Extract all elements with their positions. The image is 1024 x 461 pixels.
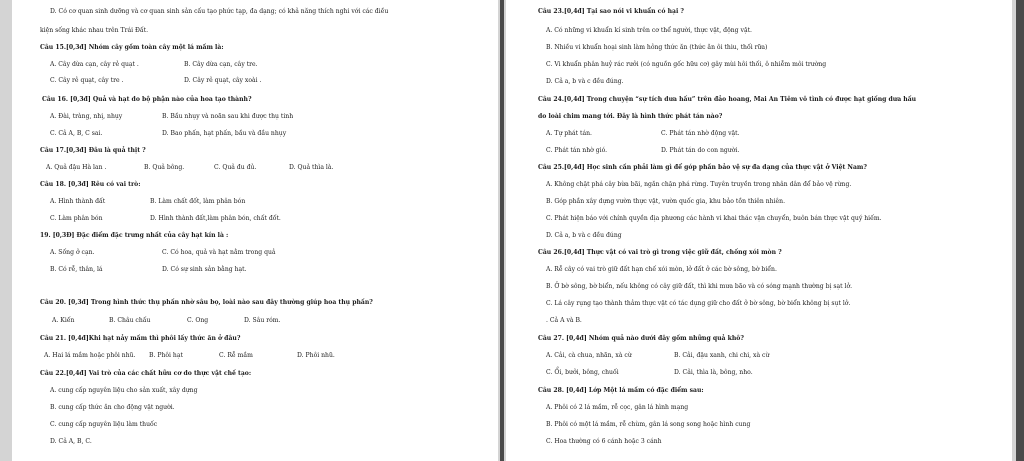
answer-line: A. Không chặt phá cây bừa bãi, ngăn chặn phá rừng. Tuyên truyền trong nhân dân để bảo vệ rừng. — [546, 181, 852, 188]
answer-line: A. Phôi có 2 lá mầm, rễ cọc, gân lá hình mạng — [546, 404, 689, 411]
answer-line: D. Quả thìa là. — [289, 164, 334, 171]
question-text: Câu 20. [0,3đ] Trong hình thức thụ phấn nhờ sâu bọ, loài nào sau đây thường giúp hoa thụ phấn? — [40, 299, 373, 306]
answer-line: A. Rễ cây có vai trò giữ đất hạn chế xói mòn, lở đất ở các bờ sông, bờ biển. — [546, 266, 777, 273]
answer-line: A. Cây dừa cạn, cây rẻ quạt . — [50, 61, 139, 68]
answer-line: A. cung cấp nguyên liệu cho sản xuất, xây dựng — [50, 387, 198, 394]
answer-line: B. Châu chấu — [109, 317, 151, 324]
answer-line: A. Có những vi khuẩn kí sinh trên cơ thể người, thực vật, động vật. — [546, 27, 752, 34]
answer-line: B. cung cấp thức ăn cho động vật người. — [50, 404, 175, 411]
answer-line: B. Cây dừa cạn, cây tre. — [184, 61, 258, 68]
answer-line: B. Bầu nhụy và noãn sau khi được thụ tinh — [162, 113, 294, 120]
right-document-page — [506, 0, 1012, 461]
answer-line: C. Rễ mầm — [219, 352, 253, 359]
answer-line: C. Phát tán nhờ động vật. — [661, 130, 740, 137]
answer-line: C. Ổi, bưởi, bông, chuối — [546, 369, 619, 376]
question-text: 19. [0,3Đ] Đặc điểm đặc trưng nhất của cây hạt kín là : — [40, 232, 229, 239]
question-text: Câu 16. [0,3đ] Quả và hạt do bộ phận nào của hoa tạo thành? — [42, 96, 252, 103]
question-text: Câu 27. [0,4đ] Nhóm quả nào dưới đây gồm những quả khô? — [538, 335, 744, 342]
answer-line: D. Phát tán do con người. — [661, 147, 740, 154]
answer-line: C. Cây rẻ quạt, cây tre . — [50, 77, 124, 84]
answer-line: B. Phôi có một lá mầm, rễ chùm, gân lá song song hoặc hình cung — [546, 421, 751, 428]
answer-line: D. Sâu róm. — [244, 317, 281, 324]
answer-line: D. Có cơ quan sinh dưỡng và cơ quan sinh sản cấu tạo phức tạp, đa dạng; có khả năng thích nghi với các điều — [50, 8, 389, 15]
answer-line: . Cả A và B. — [546, 317, 582, 324]
answer-line: C. Hoa thường có 6 cánh hoặc 3 cánh — [546, 438, 662, 445]
answer-line: D. Phôi nhũ. — [297, 352, 335, 359]
question-text: Câu 28. [0,4đ] Lớp Một lá mầm có đặc điểm sau: — [538, 387, 704, 394]
answer-line: C. Quả đu đủ. — [214, 164, 257, 171]
answer-line: C. Ong — [187, 317, 209, 324]
answer-line: B. Làm chất đốt, làm phân bón — [150, 198, 246, 205]
answer-line: B. Phôi hạt — [149, 352, 183, 359]
answer-line: B. Có rễ, thân, lá — [50, 266, 103, 273]
answer-line: C. Phát hiện báo với chính quyền địa phương các hành vi khai thác vận chuyển, buôn bán thực vật quý hiếm. — [546, 215, 882, 222]
question-text: Câu 17.[0,3đ] Đâu là quả thịt ? — [40, 147, 146, 154]
answer-line: C. Lá cây rụng tạo thành thảm thực vật có tác dụng giữ cho đất ở bờ sông, bờ biển không bị sụt lở. — [546, 300, 851, 307]
answer-line: A. Hai lá mầm hoặc phôi nhũ. — [44, 352, 136, 359]
question-text: Câu 22.[0,4đ] Vai trò của các chất hữu cơ do thực vật chế tạo: — [40, 370, 252, 377]
question-text: Câu 23.[0,4đ] Tại sao nói vi khuẩn có hại ? — [538, 8, 684, 15]
answer-line: D. Hình thành đất,làm phân bón, chất đốt. — [150, 215, 281, 222]
question-text: Câu 25.[0,4đ] Học sinh cần phải làm gì để góp phần bảo vệ sự đa dạng của thực vật ở Việt Nam? — [538, 164, 867, 171]
answer-line: D. Cả a, b và c đều đúng — [546, 232, 622, 239]
answer-line: A. Cải, cà chua, nhãn, xà cừ — [546, 352, 632, 359]
answer-line: B. Cải, đậu xanh, chi chi, xà cừ — [674, 352, 770, 359]
answer-line: B. Ở bờ sông, bờ biển, nếu không có cây giữ đất, thì khi mưa bão và có sóng mạnh thường bị sạt lở. — [546, 283, 853, 290]
answer-line: A. Quả đậu Hà lan . — [46, 164, 107, 171]
answer-line: D. Cải, thìa là, bông, nho. — [674, 369, 753, 376]
answer-line: C. Vi khuẩn phân huỷ rác rưởi (có nguồn gốc hữu cơ) gây mùi hôi thối, ô nhiễm môi trường — [546, 61, 827, 68]
answer-line: B. Quả bông. — [144, 164, 185, 171]
question-text: Câu 15.[0,3đ] Nhóm cây gồm toàn cây một lá mầm là: — [40, 44, 224, 51]
question-text: Câu 21. [0,4đ]Khi hạt nảy mầm thì phôi lấy thức ăn ở đâu? — [40, 335, 241, 342]
answer-line: D. Cây rẻ quạt, cây xoài . — [184, 77, 262, 84]
answer-line: A. Kiến — [52, 317, 75, 324]
answer-line: B. Góp phần xây dựng vườn thực vật, vườn quốc gia, khu bảo tồn thiên nhiên. — [546, 198, 786, 205]
question-text: Câu 26.[0,4đ] Thực vật có vai trò gì trong việc giữ đất, chống xói mòn ? — [538, 249, 782, 256]
answer-line: D. Cả A, B, C. — [50, 438, 92, 445]
question-text: do loài chim mang tới. Đây là hình thức phát tán nào? — [538, 113, 723, 120]
answer-line: C. Có hoa, quả và hạt nằm trong quả — [162, 249, 276, 256]
answer-line: D. Cả a, b và c đều đúng. — [546, 78, 624, 85]
question-text: Câu 18. [0,3đ] Rêu có vai trò: — [40, 181, 141, 188]
answer-line: A. Đài, tràng, nhị, nhụy — [50, 113, 123, 120]
answer-line: kiện sống khác nhau trên Trái Đất. — [40, 27, 149, 34]
answer-line: A. Tự phát tán. — [546, 130, 592, 137]
answer-line: A. Hình thành đất — [50, 198, 106, 205]
answer-line: C. Làm phân bón — [50, 215, 103, 222]
question-text: Câu 24.[0,4đ] Trong chuyện “sự tích dưa hấu” trên đảo hoang, Mai An Tiêm vô tình có được hạt giống dưa hấu — [538, 96, 917, 103]
answer-line: B. Nhiều vi khuẩn hoại sinh làm hỏng thức ăn (thức ăn ôi thiu, thối rữa) — [546, 44, 768, 51]
answer-line: C. Phát tán nhờ gió. — [546, 147, 608, 154]
answer-line: C. cung cấp nguyên liệu làm thuốc — [50, 421, 158, 428]
answer-line: C. Cả A, B, C sai. — [50, 130, 103, 137]
answer-line: D. Có sự sinh sản bằng hạt. — [162, 266, 247, 273]
answer-line: A. Sống ở cạn. — [50, 249, 95, 256]
answer-line: D. Bao phấn, hạt phấn, bầu và đầu nhụy — [162, 130, 287, 137]
page-divider — [500, 0, 504, 461]
left-document-page — [12, 0, 498, 461]
right-scroll-edge — [1016, 0, 1024, 461]
